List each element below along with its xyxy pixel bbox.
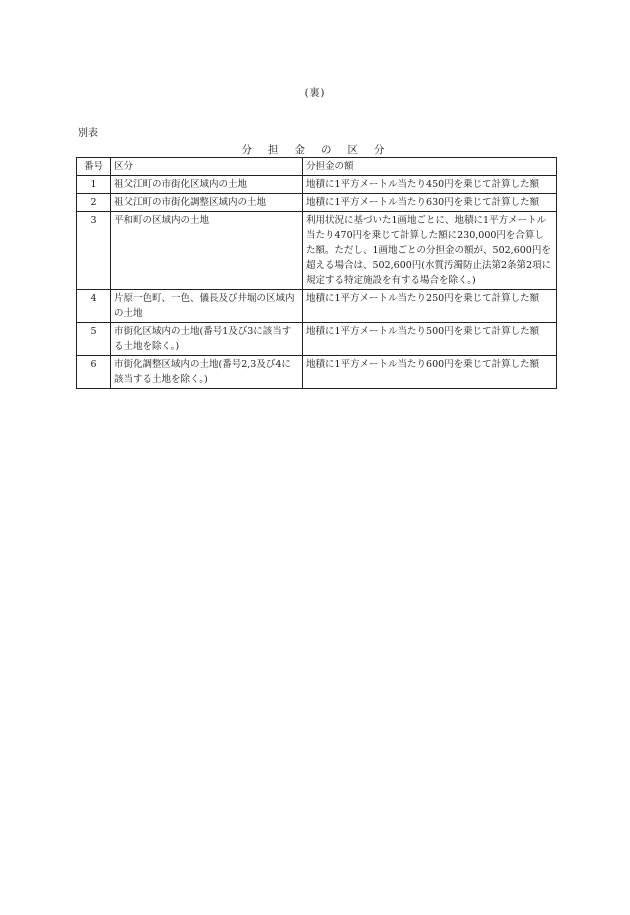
table-header-row <box>77 158 557 176</box>
row-number: 3 <box>77 212 111 290</box>
row-amount: 利用状況に基づいた1画地ごとに、地積に1平方メートル当たり470円を乗じて計算した額に230,000円を合算した額。ただし、1画地ごとの分担金の額が、502,600円を超える場合は、502,600円(水質汚濁防止法第2条第2項に規定する特定施設を有する場合を除く。) <box>303 212 557 290</box>
row-area: 平和町の区域内の土地 <box>111 212 303 290</box>
row-number: 1 <box>77 176 111 194</box>
fee-table <box>76 157 557 389</box>
row-area: 祖父江町の市街化区域内の土地 <box>111 176 303 194</box>
row-number: 2 <box>77 194 111 212</box>
row-amount: 地積に1平方メートル当たり600円を乗じて計算した額 <box>303 356 557 389</box>
table-title: 分担金の区分 <box>241 144 401 156</box>
row-amount: 地積に1平方メートル当たり500円を乗じて計算した額 <box>303 323 557 356</box>
table-row <box>77 212 557 290</box>
table-row <box>77 194 557 212</box>
header-number: 番号 <box>77 158 111 176</box>
row-area: 市街化調整区域内の土地(番号2,3及び4に該当する土地を除く。) <box>111 356 303 389</box>
row-area: 市街化区域内の土地(番号1及び3に該当する土地を除く。) <box>111 323 303 356</box>
header-area: 区分 <box>111 158 303 176</box>
page-marker: (裏) <box>304 88 326 99</box>
row-area: 祖父江町の市街化調整区域内の土地 <box>111 194 303 212</box>
row-number: 4 <box>77 290 111 323</box>
table-row <box>77 176 557 194</box>
row-area: 片原一色町、一色、儀長及び井堀の区域内の土地 <box>111 290 303 323</box>
table-row <box>77 290 557 323</box>
table-row <box>77 323 557 356</box>
row-number: 5 <box>77 323 111 356</box>
annex-label: 別表 <box>78 128 98 139</box>
table-row <box>77 356 557 389</box>
row-number: 6 <box>77 356 111 389</box>
header-amount: 分担金の額 <box>303 158 557 176</box>
row-amount: 地積に1平方メートル当たり250円を乗じて計算した額 <box>303 290 557 323</box>
row-amount: 地積に1平方メートル当たり630円を乗じて計算した額 <box>303 194 557 212</box>
row-amount: 地積に1平方メートル当たり450円を乗じて計算した額 <box>303 176 557 194</box>
